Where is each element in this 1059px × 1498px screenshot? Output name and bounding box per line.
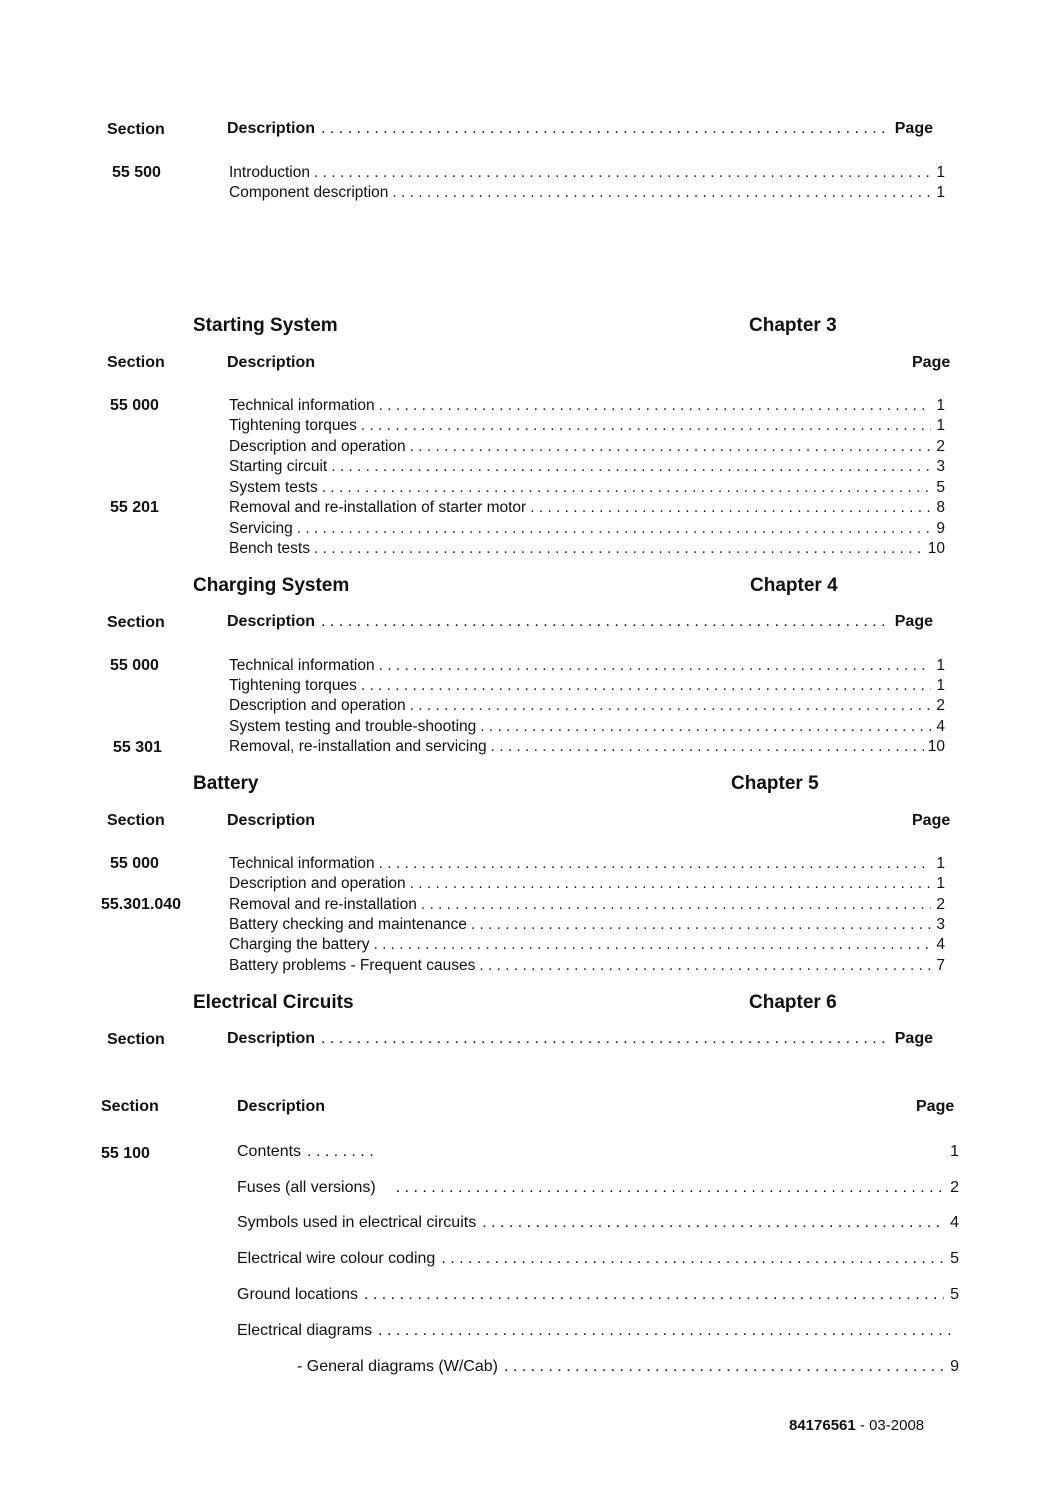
entry-text: Ground locations	[237, 1286, 358, 1303]
entry-page: 9	[950, 1358, 959, 1375]
dot-leader	[321, 613, 887, 631]
entry-text: Starting circuit	[229, 458, 328, 475]
entry-page: 1	[936, 164, 945, 181]
section-header: Section	[107, 121, 165, 138]
entry-page: 1	[936, 417, 945, 434]
section-header: Section	[107, 1031, 165, 1048]
entry-page: 4	[936, 936, 945, 953]
entry-text: Tightening torques	[229, 417, 357, 434]
entry-page: 3	[936, 458, 945, 475]
section-code: 55 100	[101, 1145, 150, 1162]
entry-text: Servicing	[229, 520, 293, 537]
toc-entry	[229, 696, 945, 716]
toc-entry	[229, 874, 945, 894]
chapter-title: Battery	[193, 773, 259, 794]
section-code: 55 000	[110, 657, 159, 674]
entry-text: Fuses (all versions)	[237, 1179, 376, 1196]
footer-separator: -	[855, 1417, 870, 1434]
dot-leader	[379, 854, 931, 874]
dot-leader	[421, 895, 931, 915]
dot-leader	[322, 478, 931, 498]
entry-page: 2	[936, 438, 945, 455]
entry-page: 1	[936, 875, 945, 892]
section-code: 55 000	[110, 855, 159, 872]
entry-page: 4	[950, 1214, 959, 1231]
dot-leader	[378, 1322, 953, 1340]
dot-leader	[361, 676, 931, 696]
page-header: Page	[894, 120, 933, 137]
section-code: 55.301.040	[101, 896, 182, 913]
entry-page: 1	[936, 397, 945, 414]
entry-page: 9	[936, 520, 945, 537]
toc-entry	[237, 1322, 959, 1344]
dot-leader	[321, 120, 887, 138]
dot-leader	[479, 956, 931, 976]
dot-leader	[410, 437, 931, 457]
entry-page: 5	[950, 1250, 959, 1267]
toc-entry	[237, 1250, 959, 1272]
entry-text: System testing and trouble-shooting	[229, 718, 477, 735]
section-header: Section	[107, 354, 165, 371]
section-header: Section	[107, 614, 165, 631]
toc-entry	[229, 539, 945, 559]
entry-page: 1	[936, 855, 945, 872]
toc-entry	[229, 163, 945, 183]
toc-entry	[229, 416, 945, 436]
dot-leader	[314, 539, 924, 559]
entry-text: Description and operation	[229, 438, 406, 455]
entry-page: 2	[936, 697, 945, 714]
dot-leader	[379, 396, 931, 416]
chapter-number: Chapter 3	[749, 315, 837, 336]
description-header-row	[227, 120, 933, 142]
description-header: Description	[227, 354, 316, 371]
entry-text: Battery checking and maintenance	[229, 916, 467, 933]
description-header: Description	[227, 812, 316, 829]
dot-leader	[297, 519, 931, 539]
toc-entry	[229, 895, 945, 915]
section-code: 55 201	[110, 499, 159, 516]
entry-text: Bench tests	[229, 540, 310, 557]
document-number: 84176561	[789, 1417, 856, 1434]
entry-text: Removal and re-installation	[229, 896, 417, 913]
dot-leader	[331, 457, 931, 477]
toc-entry	[229, 519, 945, 539]
dot-leader	[504, 1358, 944, 1376]
page-header: Page	[894, 613, 933, 630]
entry-page: 3	[936, 916, 945, 933]
toc-entry	[229, 498, 945, 518]
toc-entry	[229, 183, 945, 203]
entry-page: 4	[936, 718, 945, 735]
description-header-row	[227, 1030, 933, 1052]
entry-page: 10	[927, 738, 945, 755]
section-header: Section	[107, 812, 165, 829]
chapter-title: Electrical Circuits	[193, 992, 354, 1013]
dot-leader	[307, 1143, 377, 1161]
chapter-number: Chapter 4	[750, 575, 838, 596]
entry-text: Electrical diagrams	[237, 1322, 373, 1339]
toc-subentry	[297, 1358, 959, 1380]
chapter-title: Charging System	[193, 575, 350, 596]
entry-text: Component description	[229, 184, 389, 201]
dot-leader	[480, 717, 931, 737]
chapter-number: Chapter 6	[749, 992, 837, 1013]
entry-text: Technical information	[229, 855, 375, 872]
toc-entry	[229, 457, 945, 477]
toc-entry	[237, 1214, 959, 1236]
description-header: Description	[227, 613, 316, 630]
dot-leader	[491, 737, 924, 757]
description-header-row	[227, 613, 933, 635]
section-code: 55 500	[112, 164, 161, 181]
dot-leader	[471, 915, 931, 935]
section-code: 55 000	[110, 397, 159, 414]
dot-leader	[396, 1179, 944, 1197]
entry-text: - General diagrams (W/Cab)	[297, 1358, 498, 1375]
dot-leader	[410, 874, 931, 894]
page-header: Page	[912, 812, 951, 829]
entry-page: 7	[936, 957, 945, 974]
entry-text: Technical information	[229, 657, 375, 674]
entry-page: 1	[936, 184, 945, 201]
page-header: Page	[912, 354, 951, 371]
description-header: Description	[227, 1030, 316, 1047]
toc-entry	[229, 478, 945, 498]
toc-entry	[229, 935, 945, 955]
entry-text: Description and operation	[229, 875, 406, 892]
entry-page: 8	[936, 499, 945, 516]
toc-entry	[229, 854, 945, 874]
dot-leader	[392, 183, 931, 203]
toc-entry	[237, 1179, 959, 1201]
dot-leader	[321, 1030, 887, 1048]
page-header: Page	[894, 1030, 933, 1047]
entry-text: Battery problems - Frequent causes	[229, 957, 476, 974]
entry-text: Charging the battery	[229, 936, 370, 953]
toc-entry	[229, 656, 945, 676]
description-header: Description	[227, 120, 316, 137]
toc-entry	[229, 437, 945, 457]
toc-entry	[229, 737, 945, 757]
entry-text: Symbols used in electrical circuits	[237, 1214, 477, 1231]
entry-page: 10	[927, 540, 945, 557]
toc-entry	[237, 1286, 959, 1308]
entry-text: Technical information	[229, 397, 375, 414]
section-header: Section	[101, 1098, 159, 1115]
entry-text: Description and operation	[229, 697, 406, 714]
toc-entry	[229, 676, 945, 696]
entry-page: 1	[950, 1143, 959, 1160]
dot-leader	[314, 163, 931, 183]
description-header: Description	[237, 1098, 326, 1115]
dot-leader	[410, 696, 931, 716]
entry-text: Electrical wire colour coding	[237, 1250, 436, 1267]
dot-leader	[482, 1214, 944, 1232]
chapter-title: Starting System	[193, 315, 338, 336]
entry-page: 1	[936, 657, 945, 674]
entry-page: 2	[936, 896, 945, 913]
footer	[789, 1417, 924, 1434]
toc-entry	[229, 717, 945, 737]
entry-text: Tightening torques	[229, 677, 357, 694]
toc-entry	[237, 1143, 959, 1165]
toc-entry	[229, 915, 945, 935]
dot-leader	[379, 656, 931, 676]
dot-leader	[373, 935, 931, 955]
page-header: Page	[916, 1098, 955, 1115]
entry-page: 2	[950, 1179, 959, 1196]
entry-text: Introduction	[229, 164, 310, 181]
section-code: 55 301	[113, 739, 162, 756]
dot-leader	[441, 1250, 944, 1268]
toc-entry	[229, 396, 945, 416]
entry-page: 1	[936, 677, 945, 694]
entry-page: 5	[950, 1286, 959, 1303]
entry-text: Removal, re-installation and servicing	[229, 738, 487, 755]
toc-entry	[229, 956, 945, 976]
entry-text: System tests	[229, 479, 318, 496]
entry-text: Contents	[237, 1143, 302, 1160]
entry-page: 5	[936, 479, 945, 496]
dot-leader	[530, 498, 931, 518]
dot-leader	[364, 1286, 944, 1304]
dot-leader	[361, 416, 931, 436]
chapter-number: Chapter 5	[731, 773, 819, 794]
document-date: 03-2008	[869, 1417, 925, 1434]
entry-text: Removal and re-installation of starter motor	[229, 499, 527, 516]
